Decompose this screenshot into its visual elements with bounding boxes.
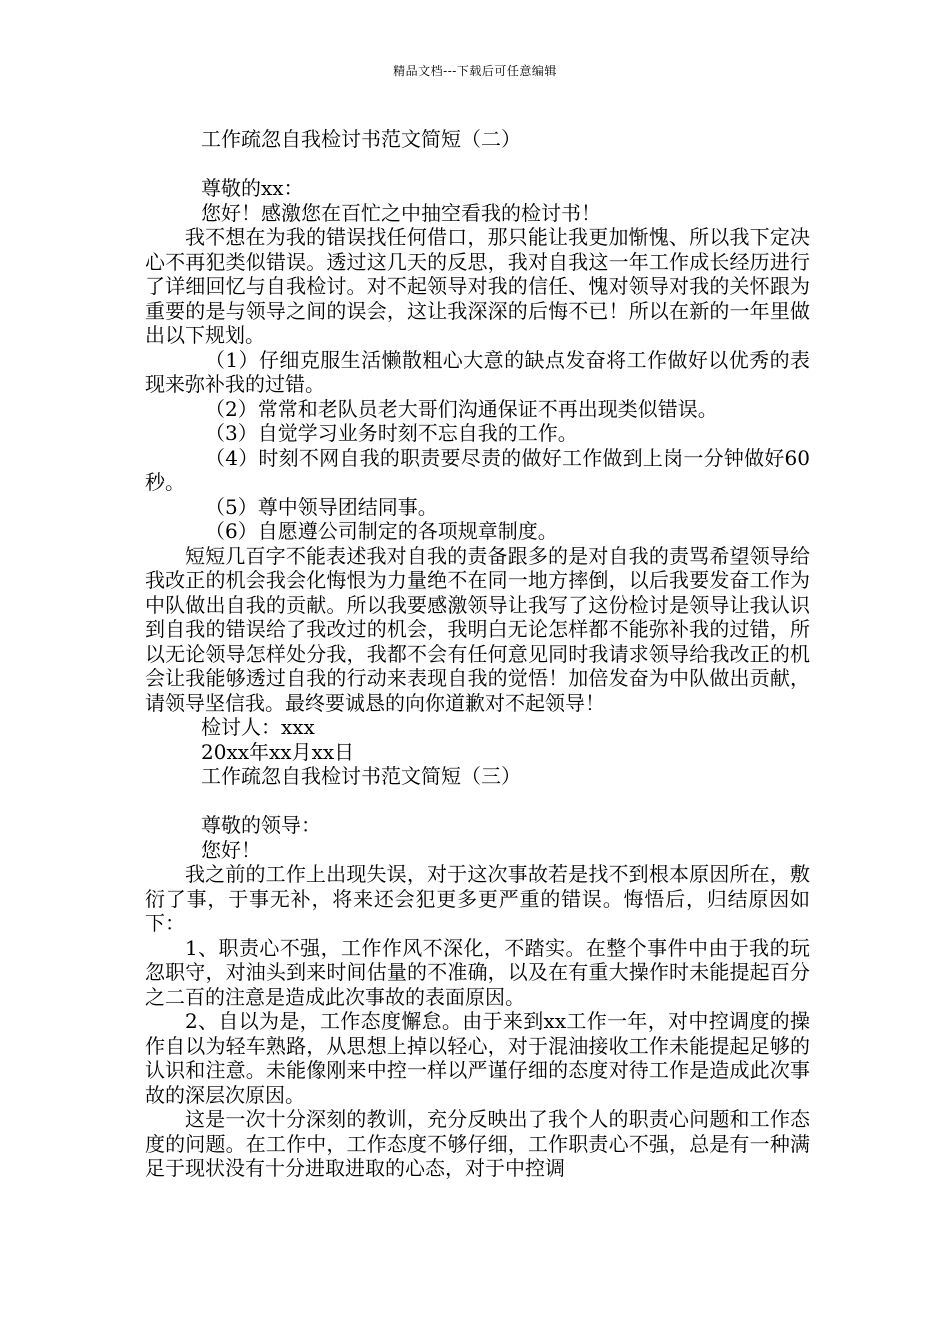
section-3-paragraph-4: 这是一次十分深刻的教训，充分反映出了我个人的职责心问题和工作态度的问题。在工作中，工作态度不够仔细，工作职责心不强，总是有一种满足于现状没有十分进取进取的心态，对于中控调 [145,1107,810,1180]
date: 20xx年xx月xx日 [201,739,355,764]
plan-item-4: （4）时刻不网自我的职责要尽责的做好工作做到上岗一分钟做好60秒。 [145,445,810,494]
section-3-paragraph-1: 我之前的工作上出现失误，对于这次事故若是找不到根本原因所在，敷衍了事，于事无补，将来还会犯更多更严重的错误。悔悟后，归结原因如下： [145,862,810,935]
page-header: 精品文档---下载后可任意编辑 [393,64,557,78]
section-2-paragraph-2: 短短几百字不能表述我对自我的责备跟多的是对自我的责骂希望领导给我改正的机会我会化悔恨为力量绝不在同一地方摔倒，以后我要发奋工作为中队做出自我的贡献。所以我要感激领导让我写了这份检讨是领导让我认识到自我的错误给了我改过的机会，我明白无论怎样都不能弥补我的过错，所以无论领导怎样处分我，我都不会有任何意见同时我请求领导给我改正的机会让我能够透过自我的行动来表现自我的觉悟！加倍发奋为中队做出贡献，请领导坚信我。最终要诚恳的向你道歉对不起领导！ [145,543,810,715]
plan-item-6: （6）自愿遵公司制定的各项规章制度。 [205,519,558,543]
signature: 检讨人：xxx [201,715,315,739]
plan-item-3: （3）自觉学习业务时刻不忘自我的工作。 [205,421,578,445]
section-3-title: 工作疏忽自我检讨书范文简短（三） [201,764,521,788]
document-body [145,127,810,1181]
section-2-paragraph-1: 我不想在为我的错误找任何借口，那只能让我更加惭愧、所以我下定决心不再犯类似错误。透过这几天的反思，我对自我这一年工作成长经历进行了详细回忆与自我检讨。对不起领导对我的信任、愧对领导对我的关怀跟为重要的是与领导之间的误会，这让我深深的后悔不已！所以在新的一年里做出以下规划。 [145,225,810,347]
plan-item-1: （1）仔细克服生活懒散粗心大意的缺点发奋将工作做好以优秀的表现来弥补我的过错。 [145,347,810,396]
plan-item-5: （5）尊中领导团结同事。 [205,494,438,519]
section-2-greeting: 您好！感激您在百忙之中抽空看我的检讨书！ [201,200,601,225]
section-2-title: 工作疏忽自我检讨书范文简短（二） [201,127,521,151]
plan-item-2: （2）常常和老队员老大哥们沟通保证不再出现类似错误。 [205,396,718,421]
section-3-salutation: 尊敬的领导： [201,813,321,837]
section-3-paragraph-2: 1、职责心不强，工作作风不深化，不踏实。在整个事件中由于我的玩忽职守，对油头到来时间估量的不准确，以及在有重大操作时未能提起百分之二百的注意是造成此次事故的表面原因。 [145,935,810,1009]
section-2-salutation: 尊敬的xx： [201,176,304,200]
section-3-paragraph-3: 2、自以为是，工作态度懈怠。由于来到xx工作一年，对中控调度的操作自以为轻车熟路，从思想上掉以轻心，对于混油接收工作未能提起足够的认识和注意。未能像刚来中控一样以严谨仔细的态度对待工作是造成此次事故的深层次原因。 [145,1009,810,1107]
section-3-greeting: 您好！ [201,837,261,862]
